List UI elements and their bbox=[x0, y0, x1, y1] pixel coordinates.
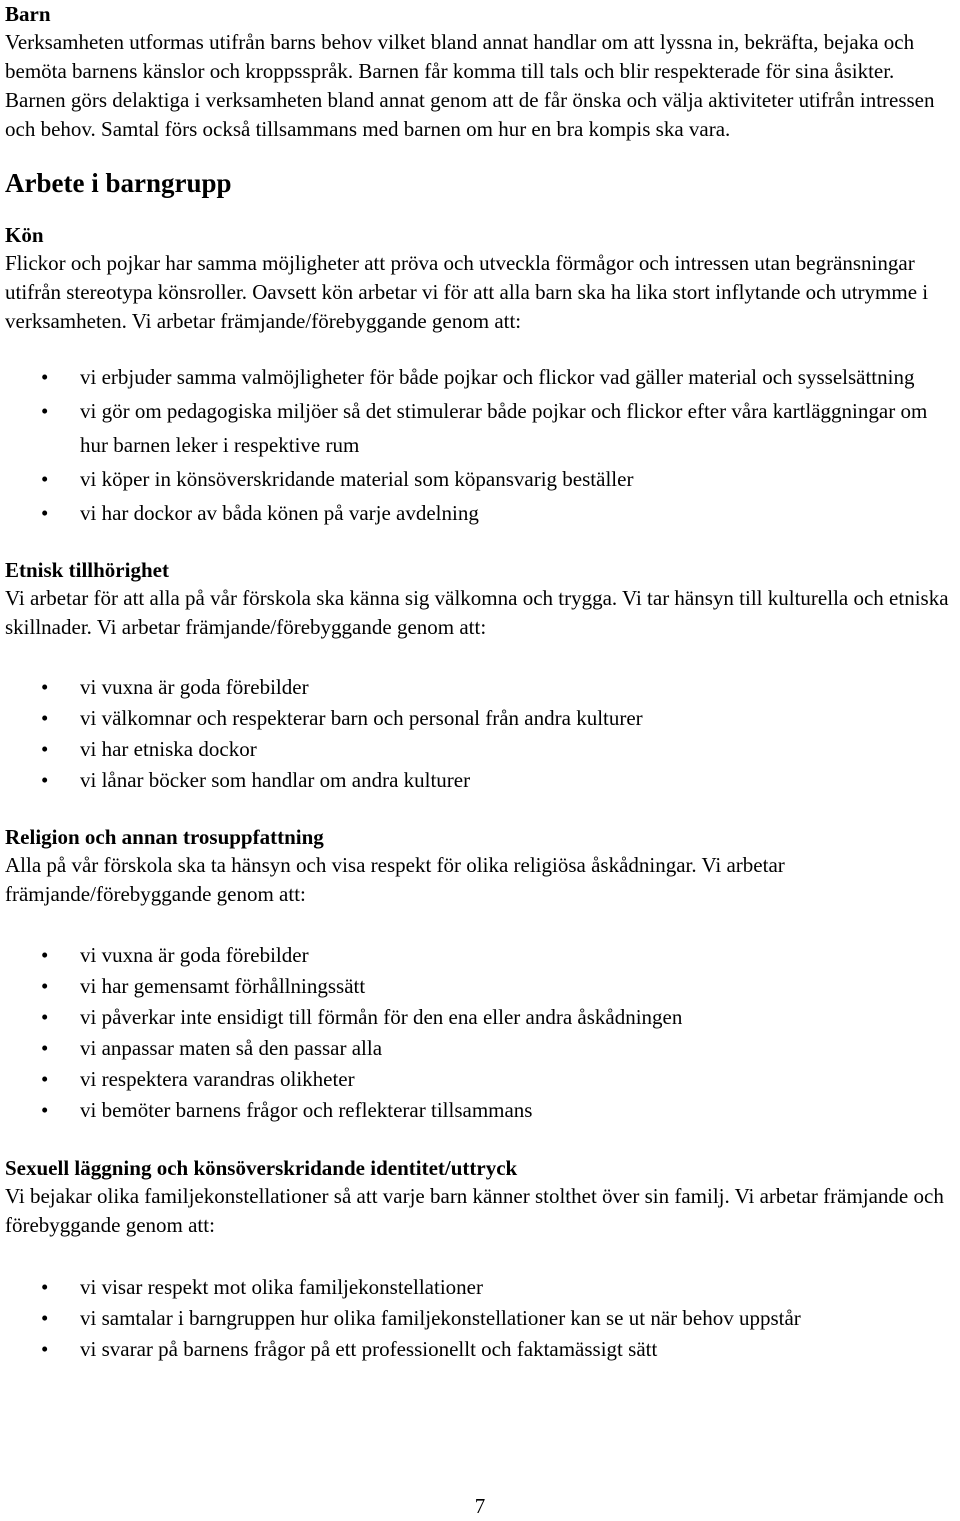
bullet-icon: • bbox=[41, 1337, 49, 1361]
bullet-icon: • bbox=[41, 365, 49, 389]
section-etnisk-tillhorighet bbox=[5, 556, 957, 796]
list-item: • vi har dockor av båda könen på varje avdelning bbox=[5, 496, 957, 530]
bullet-icon: • bbox=[41, 768, 49, 792]
paragraph-etnisk-tillhorighet: Vi arbetar för att alla på vår förskola ska känna sig välkomna och trygga. Vi tar hänsyn till kulturella och etniska skillnader. Vi arbetar främjande/förebyggande genom att: bbox=[5, 586, 949, 639]
bullet-icon: • bbox=[41, 943, 49, 967]
heading-barn: Barn bbox=[5, 2, 51, 26]
bullet-icon: • bbox=[41, 706, 49, 730]
bullet-icon: • bbox=[41, 399, 49, 423]
list-item: • vi anpassar maten så den passar alla bbox=[5, 1033, 957, 1064]
list-item: • vi vuxna är goda förebilder bbox=[5, 672, 957, 703]
list-item: • vi köper in könsöverskridande material som köpansvarig beställer bbox=[5, 462, 957, 496]
list-item: • vi erbjuder samma valmöjligheter för både pojkar och flickor vad gäller material och sysselsättning bbox=[5, 360, 957, 394]
list-item: • vi har gemensamt förhållningssätt bbox=[5, 971, 957, 1002]
paragraph-religion: Alla på vår förskola ska ta hänsyn och visa respekt för olika religiösa åskådningar. Vi arbetar främjande/förebyggande genom att: bbox=[5, 853, 785, 906]
bullet-icon: • bbox=[41, 1306, 49, 1330]
list-kon bbox=[5, 360, 957, 530]
list-item: • vi gör om pedagogiska miljöer så det stimulerar både pojkar och flickor efter våra kartläggningar om hur barnen leker i respektive rum bbox=[5, 394, 957, 462]
bullet-icon: • bbox=[41, 737, 49, 761]
bullet-icon: • bbox=[41, 1067, 49, 1091]
section-religion bbox=[5, 823, 957, 1126]
list-item: • vi samtalar i barngruppen hur olika familjekonstellationer kan se ut när behov uppstår bbox=[5, 1303, 957, 1334]
paragraph-barn: Verksamheten utformas utifrån barns behov vilket bland annat handlar om att lyssna in, bekräfta, bejaka och bemöta barnens känslor och kroppsspråk. Barnen får komma till tals och blir respekterade för sina åsikter. Barnen görs delaktiga i verksamheten bland annat genom att de får önska och välja aktiviteter utifrån intressen och behov. Samtal förs också tillsammans med barnen om hur en bra kompis ska vara. bbox=[5, 30, 935, 141]
list-item: • vi lånar böcker som handlar om andra kulturer bbox=[5, 765, 957, 796]
list-religion bbox=[5, 940, 957, 1126]
heading-kon: Kön bbox=[5, 223, 44, 247]
bullet-icon: • bbox=[41, 1098, 49, 1122]
list-item: • vi svarar på barnens frågor på ett professionellt och faktamässigt sätt bbox=[5, 1334, 957, 1365]
section-kon bbox=[5, 221, 957, 530]
bullet-icon: • bbox=[41, 974, 49, 998]
list-item: • vi bemöter barnens frågor och reflekterar tillsammans bbox=[5, 1095, 957, 1126]
section-sexuell-laggning bbox=[5, 1154, 957, 1365]
bullet-icon: • bbox=[41, 1036, 49, 1060]
page-number: 7 bbox=[474, 1494, 486, 1518]
bullet-icon: • bbox=[41, 501, 49, 525]
heading-sexuell-laggning: Sexuell läggning och könsöverskridande identitet/uttryck bbox=[5, 1156, 518, 1180]
list-item: • vi påverkar inte ensidigt till förmån för den ena eller andra åskådningen bbox=[5, 1002, 957, 1033]
section-barn bbox=[5, 0, 957, 144]
list-item: • vi välkomnar och respekterar barn och personal från andra kulturer bbox=[5, 703, 957, 734]
paragraph-kon: Flickor och pojkar har samma möjligheter att pröva och utveckla förmågor och intressen utan begränsningar utifrån stereotypa könsroller. Oavsett kön arbetar vi för att alla barn ska ha lika stort inflytande och utrymme i verksamheten. Vi arbetar främjande/förebyggande genom att: bbox=[5, 251, 929, 333]
list-etnisk bbox=[5, 672, 957, 796]
list-item: • vi visar respekt mot olika familjekonstellationer bbox=[5, 1272, 957, 1303]
bullet-icon: • bbox=[41, 467, 49, 491]
bullet-icon: • bbox=[41, 1005, 49, 1029]
paragraph-sexuell-laggning: Vi bejakar olika familjekonstellationer så att varje barn känner stolthet över sin familj. Vi arbetar främjande och förebyggande genom att: bbox=[5, 1184, 944, 1237]
list-item: • vi vuxna är goda förebilder bbox=[5, 940, 957, 971]
list-item: • vi har etniska dockor bbox=[5, 734, 957, 765]
bullet-icon: • bbox=[41, 675, 49, 699]
bullet-icon: • bbox=[41, 1275, 49, 1299]
heading-arbete-i-barngrupp: Arbete i barngrupp bbox=[5, 168, 232, 198]
heading-etnisk-tillhorighet: Etnisk tillhörighet bbox=[5, 558, 169, 582]
document-page bbox=[5, 0, 957, 1365]
heading-religion: Religion och annan trosuppfattning bbox=[5, 825, 324, 849]
list-sexuell bbox=[5, 1272, 957, 1365]
list-item: • vi respektera varandras olikheter bbox=[5, 1064, 957, 1095]
